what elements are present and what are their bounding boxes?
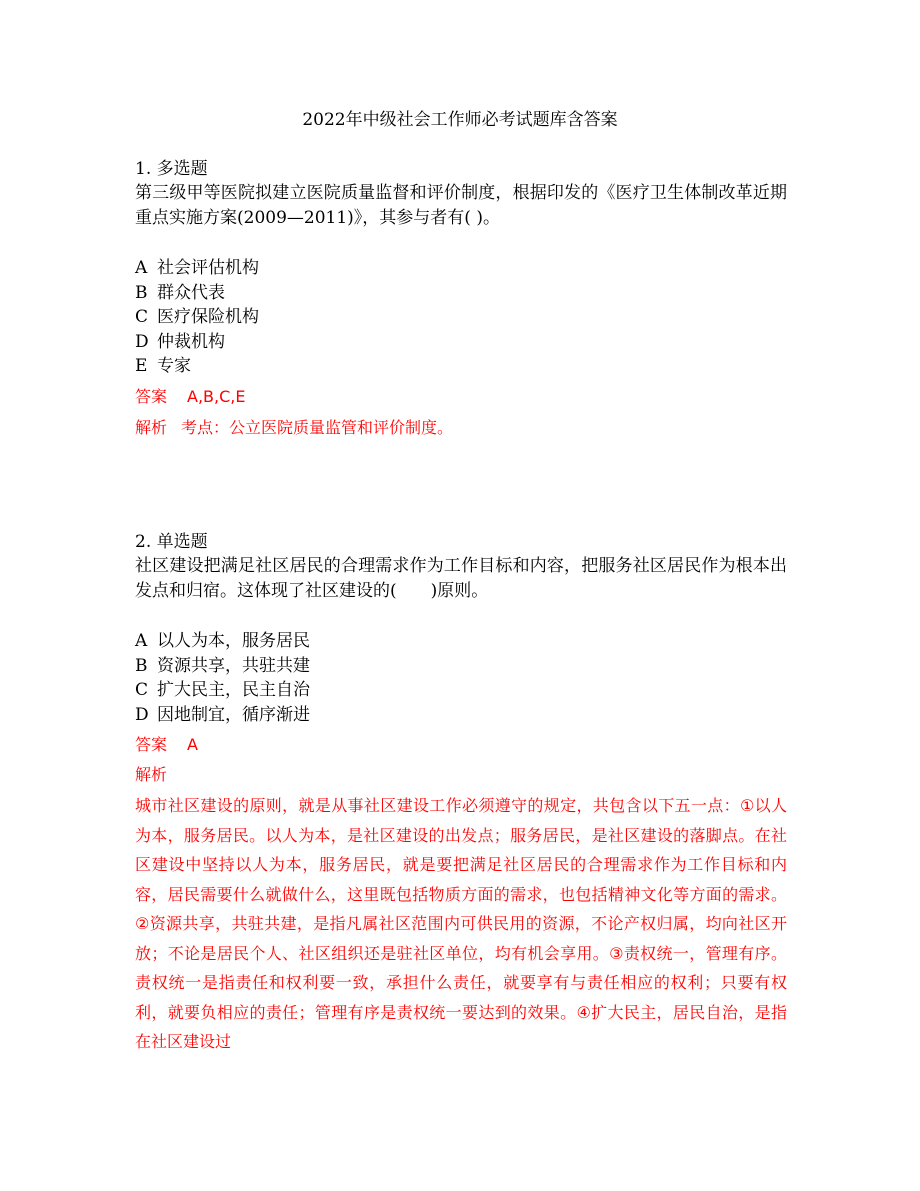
analysis-label: 解析 [135, 765, 168, 784]
option-text: 专家 [157, 356, 191, 376]
question-2 [135, 530, 787, 1057]
question-stem: 社区建设把满足社区居民的合理需求作为工作目标和内容，把服务社区居民作为根本出发点和归宿。这体现了社区建设的( )原则。 [135, 556, 787, 601]
option-letter: A [135, 258, 148, 278]
option-d [135, 703, 787, 728]
analysis-label: 解析 [135, 417, 168, 437]
option-a [135, 256, 787, 281]
document-title: 2022年中级社会工作师必考试题库含答案 [302, 110, 618, 130]
analysis-text: 考点：公立医院质量监管和评价制度。 [181, 417, 454, 437]
question-type: 2. 单选题 [135, 532, 208, 552]
option-d [135, 330, 787, 355]
option-letter: C [135, 680, 149, 700]
option-b [135, 654, 787, 679]
option-letter: C [135, 307, 149, 327]
option-letter: D [135, 704, 149, 725]
answer-line [135, 731, 787, 759]
option-text: 以人为本，服务居民 [157, 631, 310, 651]
question-stem: 第三级甲等医院拟建立医院质量监督和评价制度，根据印发的《医疗卫生体制改革近期重点实施方案(2009—2011)》，其参与者有( )。 [135, 183, 787, 228]
option-letter: E [135, 356, 148, 376]
analysis-text: 城市社区建设的原则，就是从事社区建设工作必须遵守的规定，共包含以下五一点：①以人为本，服务居民。以人为本，是社区建设的出发点；服务居民，是社区建设的落脚点。在社区建设中坚持以人为本，服务居民，就是要把满足社区居民的合理需求作为工作目标和内容，居民需要什么就做什么，这里既包括物质方面的需求，也包括精神文化等方面的需求。②资源共享，共驻共建，是指凡属社区范围内可供民用的资源，不论产权归属，均向社区开放；不论是居民个人、社区组织还是驻社区单位，均有机会享用。③责权统一，管理有序。责权统一是指责任和权利要一致，承担什么责任，就要享有与责任相应的权利；只要有权利，就要负相应的责任；管理有序是责权统一要达到的效果。④扩大民主，居民自治，是指在社区建设过 [135, 796, 787, 1051]
option-text: 群众代表 [157, 282, 225, 303]
option-text: 资源共享，共驻共建 [157, 655, 310, 676]
option-letter: D [135, 331, 149, 352]
option-c [135, 305, 787, 330]
option-text: 仲裁机构 [157, 331, 225, 352]
option-text: 社会评估机构 [157, 258, 259, 278]
option-list [135, 629, 787, 727]
option-a [135, 629, 787, 654]
option-text: 扩大民主，民主自治 [157, 680, 310, 700]
option-list [135, 256, 787, 379]
option-text: 因地制宜，循序渐进 [157, 704, 310, 725]
answer-label: 答案 [135, 735, 168, 754]
option-text: 医疗保险机构 [157, 307, 259, 327]
option-e [135, 354, 787, 379]
option-letter: B [135, 282, 148, 303]
question-1 [135, 157, 787, 442]
answer-value: A,B,C,E [187, 386, 246, 406]
option-letter: A [135, 631, 148, 651]
option-b [135, 281, 787, 306]
answer-label: 答案 [135, 386, 168, 406]
option-c [135, 678, 787, 703]
answer-value: A [187, 735, 198, 754]
answer-line [135, 383, 787, 411]
analysis-line [135, 414, 787, 442]
question-type: 1. 多选题 [135, 159, 208, 179]
option-letter: B [135, 655, 148, 676]
analysis-label-line [135, 761, 787, 789]
